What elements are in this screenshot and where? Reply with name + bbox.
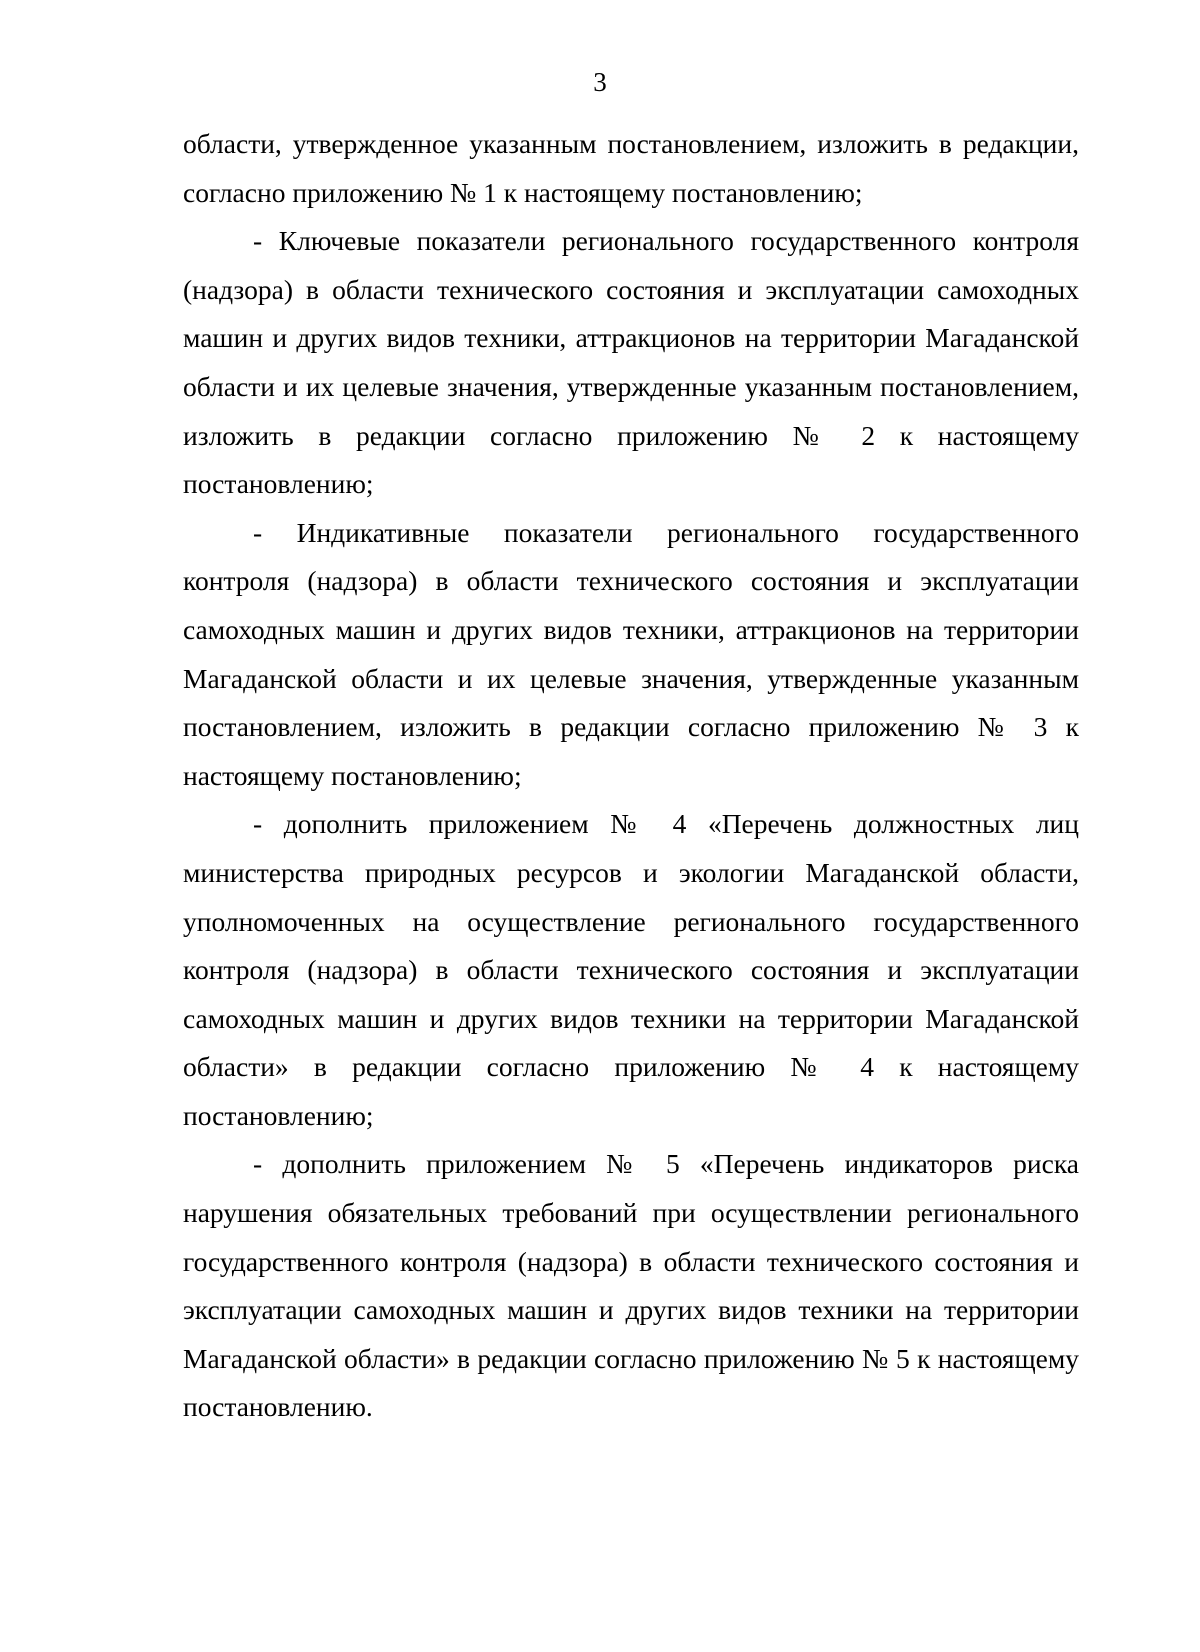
document-body bbox=[183, 120, 1079, 1432]
paragraph-continuation: области, утвержденное указанным постановлением, изложить в редакции, согласно приложению № 1 к настоящему постановлению; bbox=[183, 128, 1079, 208]
paragraph-appendix-4: - дополнить приложением № 4 «Перечень должностных лиц министерства природных ресурсов и экологии Магаданской области, уполномоченных на осуществление регионального государственного контроля (надзора) в области технического состояния и эксплуатации самоходных машин и других видов техники на территории Магаданской области» в редакции согласно приложению № 4 к настоящему постановлению; bbox=[183, 808, 1079, 1131]
paragraph-appendix-5: - дополнить приложением № 5 «Перечень индикаторов риска нарушения обязательных требований при осуществлении регионального государственного контроля (надзора) в области технического состояния и эксплуатации самоходных машин и других видов техники на территории Магаданской области» в редакции согласно приложению № 5 к настоящему постановлению. bbox=[183, 1148, 1079, 1423]
paragraph-key-indicators: - Ключевые показатели регионального государственного контроля (надзора) в области технического состояния и эксплуатации самоходных машин и других видов техники, аттракционов на территории Магаданской области и их целевые значения, утвержденные указанным постановлением, изложить в редакции согласно приложению № 2 к настоящему постановлению; bbox=[183, 225, 1079, 500]
paragraph-indicative-indicators: - Индикативные показатели регионального государственного контроля (надзора) в области технического состояния и эксплуатации самоходных машин и других видов техники, аттракционов на территории Магаданской области и их целевые значения, утвержденные указанным постановлением, изложить в редакции согласно приложению № 3 к настоящему постановлению; bbox=[183, 516, 1079, 791]
page-number: 3 bbox=[593, 67, 607, 97]
